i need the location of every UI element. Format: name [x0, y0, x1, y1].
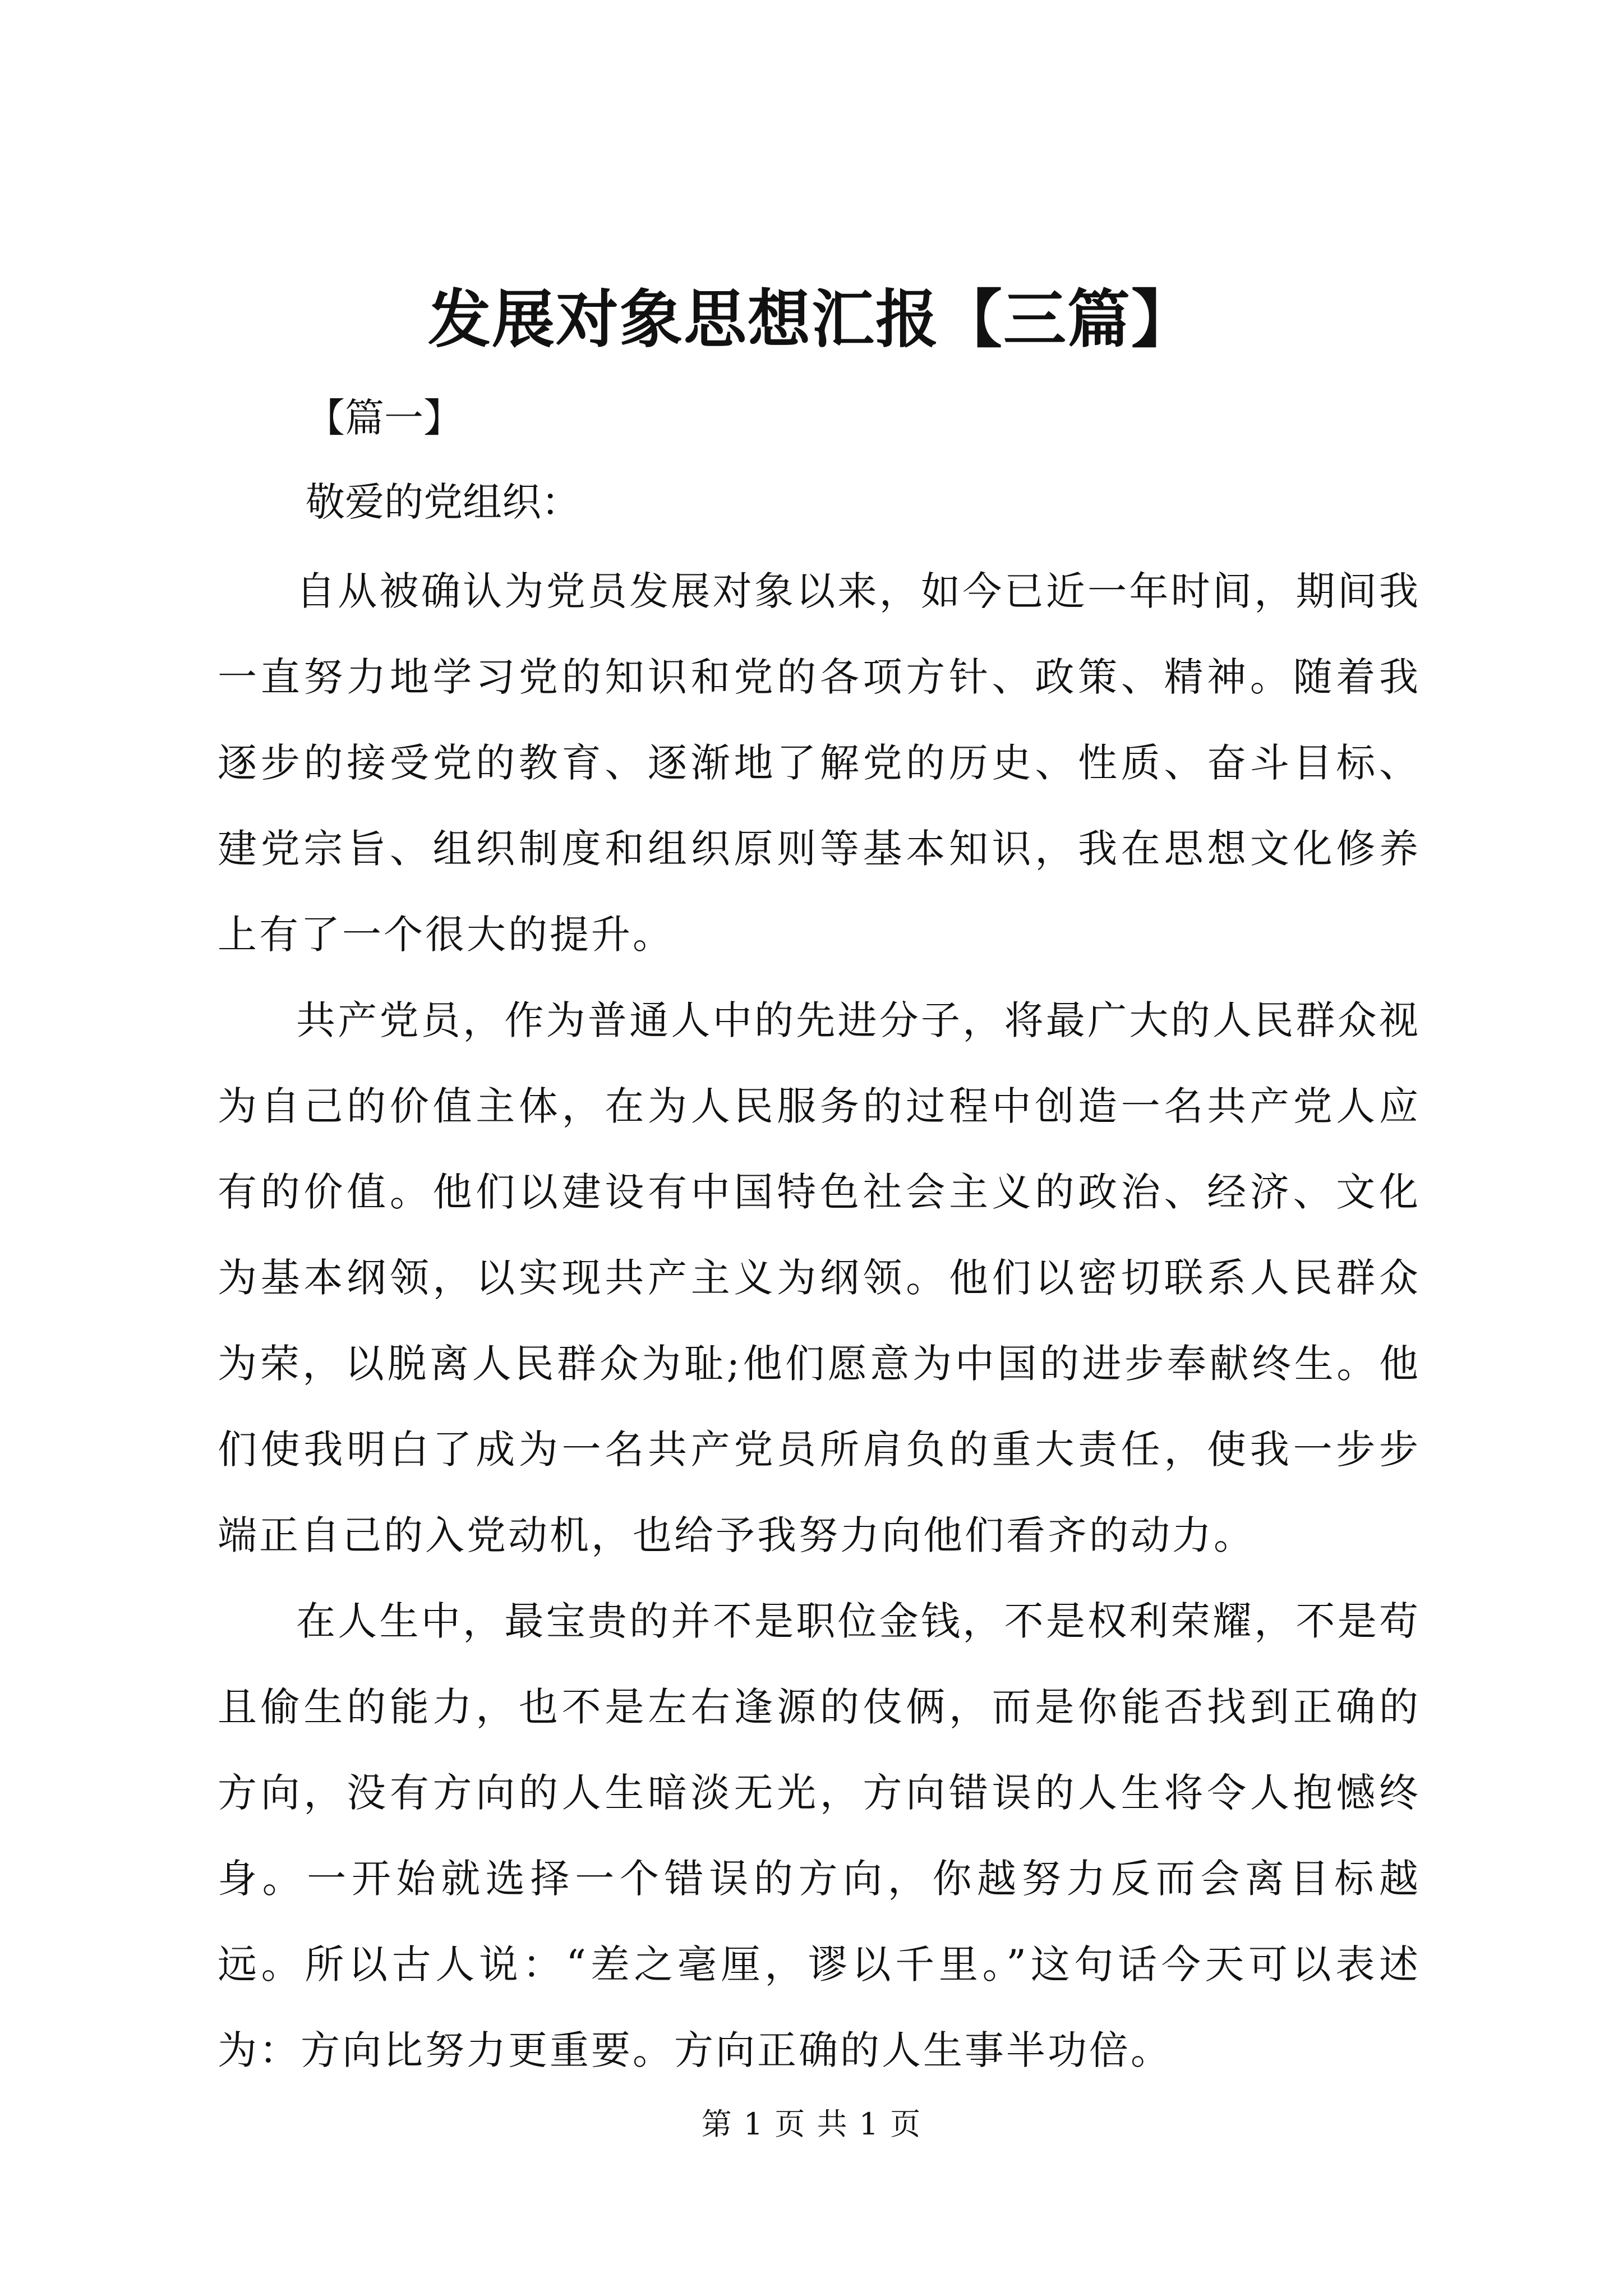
document-body [218, 549, 1421, 2093]
document-title: 发展对象思想汇报【三篇】 [428, 283, 1195, 356]
paragraph-2: 共产党员，作为普通人中的先进分子，将最广大的人民群众视为自己的价值主体，在为人民服务的过程中创造一名共产党人应有的价值。他们以建设有中国特色社会主义的政治、经济、文化为基本纲领，以实现共产主义为纲领。他们以密切联系人民群众为荣，以脱离人民群众为耻;他们愿意为中国的进步奉献终生。他们使我明白了成为一名共产党员所肩负的重大责任，使我一步步端正自己的入党动机，也给予我努力向他们看齐的动力。 [218, 997, 1421, 1558]
section-heading: 【篇一】 [306, 395, 463, 441]
paragraph-1: 自从被确认为党员发展对象以来，如今已近一年时间，期间我一直努力地学习党的知识和党的各项方针、政策、精神。随着我逐步的接受党的教育、逐渐地了解党的历史、性质、奋斗目标、建党宗旨、组织制度和组织原则等基本知识，我在思想文化修养上有了一个很大的提升。 [218, 568, 1421, 958]
salutation: 敬爱的党组织： [306, 479, 580, 525]
paragraph-3: 在人生中，最宝贵的并不是职位金钱，不是权利荣耀，不是苟且偷生的能力，也不是左右逢源的伎俩，而是你能否找到正确的方向，没有方向的人生暗淡无光，方向错误的人生将令人抱憾终身。一开始就选择一个错误的方向，你越努力反而会离目标越远。所以古人说：“差之毫厘，谬以千里。”这句话今天可以表述为：方向比努力更重要。方向正确的人生事半功倍。 [218, 1598, 1421, 2073]
page-footer: 第 1 页 共 1 页 [701, 2106, 922, 2142]
